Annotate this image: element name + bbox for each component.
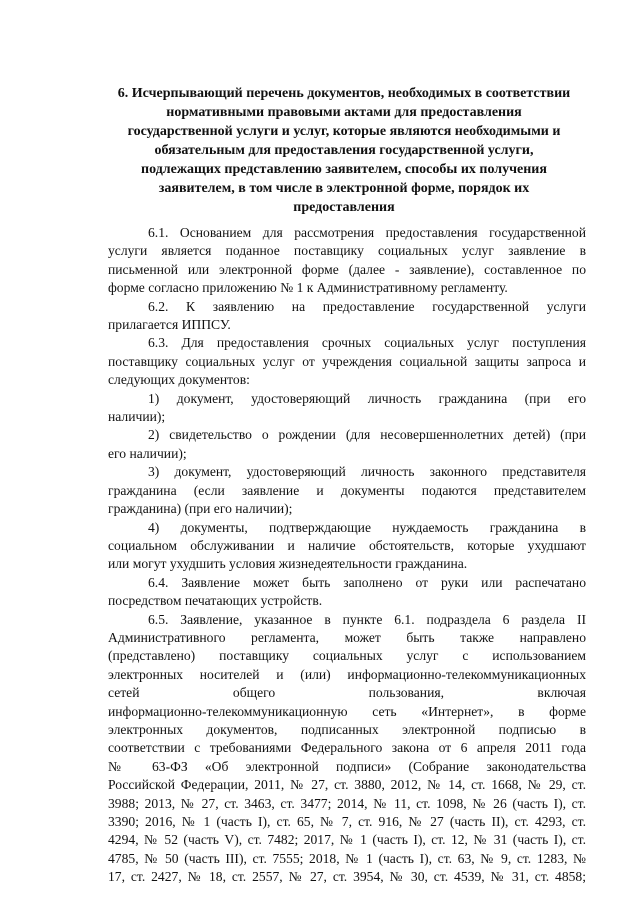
text-line: форме согласно приложению № 1 к Административному регламенту. [108, 280, 508, 296]
paragraph-6-5 [108, 611, 586, 887]
text-line: соответствии с требованиями Федерального закона от 6 апреля 2011 года [108, 740, 586, 756]
heading-line: предоставления [293, 200, 395, 215]
paragraph-6-3 [108, 334, 586, 389]
text-line: Российской Федерации, 2011, № 27, ст. 3880, 2012, № 14, ст. 1668, № 29, ст. [108, 777, 586, 793]
heading-line: обязательным для предоставления государственной услуги, [154, 143, 534, 158]
text-line: 6.5. Заявление, указанное в пункте 6.1. подраздела 6 раздела II [148, 611, 586, 627]
heading-line: заявителем, в том числе в электронной форме, порядок их [158, 181, 530, 196]
text-line: Административного регламента, может быть также направлено [108, 629, 586, 645]
text-line: (представлено) поставщику социальных услуг с использованием [108, 648, 586, 664]
paragraph-6-2 [108, 298, 586, 335]
list-item-3 [108, 463, 586, 518]
paragraph-6-4 [108, 574, 586, 611]
text-line: письменной или электронной форме (далее - заявление), составленное по [108, 261, 586, 277]
text-line: 6.3. Для предоставления срочных социальных услуг поступления [148, 335, 586, 351]
text-line: 6.4. Заявление может быть заполнено от руки или распечатано [148, 574, 586, 590]
heading-line: государственной услуги и услуг, которые являются необходимыми и [127, 124, 561, 139]
text-line: его наличии); [108, 445, 187, 461]
heading-line: нормативными правовыми актами для предоставления [166, 105, 522, 120]
text-line: посредством печатающих устройств. [108, 593, 323, 609]
text-line: прилагается ИППСУ. [108, 317, 231, 333]
text-line: сетей общего пользования, включая [108, 685, 586, 701]
text-line: услуги является поданное поставщику социальных услуг заявление в [108, 243, 586, 259]
text-line: 4) документы, подтверждающие нуждаемость гражданина в [148, 519, 586, 535]
text-line: электронных носителей и (или) информационно-телекоммуникационных [108, 666, 586, 682]
text-line: социальном обслуживании и наличие обстоятельств, которые ухудшают [108, 537, 586, 553]
text-line: гражданина) (при его наличии); [108, 501, 293, 517]
text-line: следующих документов: [108, 372, 250, 388]
list-item-2 [108, 426, 586, 463]
text-line: 2) свидетельство о рождении (для несовершеннолетних детей) (при [148, 427, 586, 443]
text-line: 3988; 2013, № 27, ст. 3463, ст. 3477; 2014, № 11, ст. 1098, № 26 (часть I), ст. [108, 795, 586, 811]
text-line: информационно-телекоммуникационную сеть «Интернет», в форме [108, 703, 586, 719]
document-body [108, 224, 586, 887]
text-line: № 63-ФЗ «Об электронной подписи» (Собрание законодательства [108, 758, 586, 774]
text-line: или могут ухудшить условия жизнедеятельности гражданина. [108, 556, 468, 572]
list-item-4 [108, 519, 586, 574]
text-line: 4785, № 50 (часть III), ст. 7555; 2018, № 1 (часть I), ст. 63, № 9, ст. 1283, № [108, 850, 586, 866]
text-line: 3) документ, удостоверяющий личность законного представителя [148, 464, 586, 480]
paragraph-6-1 [108, 224, 586, 298]
text-line: 4294, № 52 (часть V), ст. 7482; 2017, № 1 (часть I), ст. 12, № 31 (часть I), ст. [108, 832, 586, 848]
text-line: 6.2. К заявлению на предоставление государственной услуги [148, 298, 586, 314]
text-line: 6.1. Основанием для рассмотрения предоставления государственной [148, 225, 586, 240]
text-line: электронных документов, подписанных электронной подписью в [108, 721, 586, 737]
text-line: 3390; 2016, № 1 (часть I), ст. 65, № 7, ст. 916, № 27 (часть II), ст. 4293, ст. [108, 814, 586, 829]
heading-line: 6. Исчерпывающий перечень документов, необходимых в соответствии [117, 86, 571, 101]
text-line: 1) документ, удостоверяющий личность гражданина (при его [148, 390, 586, 406]
text-line: гражданина (если заявление и документы подаются представителем [108, 482, 586, 498]
section-heading [96, 84, 592, 217]
text-line: 17, ст. 2427, № 18, ст. 2557, № 27, ст. 3954, № 30, ст. 4539, № 31, ст. 4858; [108, 869, 586, 885]
text-line: наличии); [108, 409, 166, 425]
text-line: поставщику социальных услуг от учреждения социальной защиты запроса и [108, 353, 586, 369]
heading-line: подлежащих представлению заявителем, способы их получения [141, 162, 547, 177]
list-item-1 [108, 390, 586, 427]
